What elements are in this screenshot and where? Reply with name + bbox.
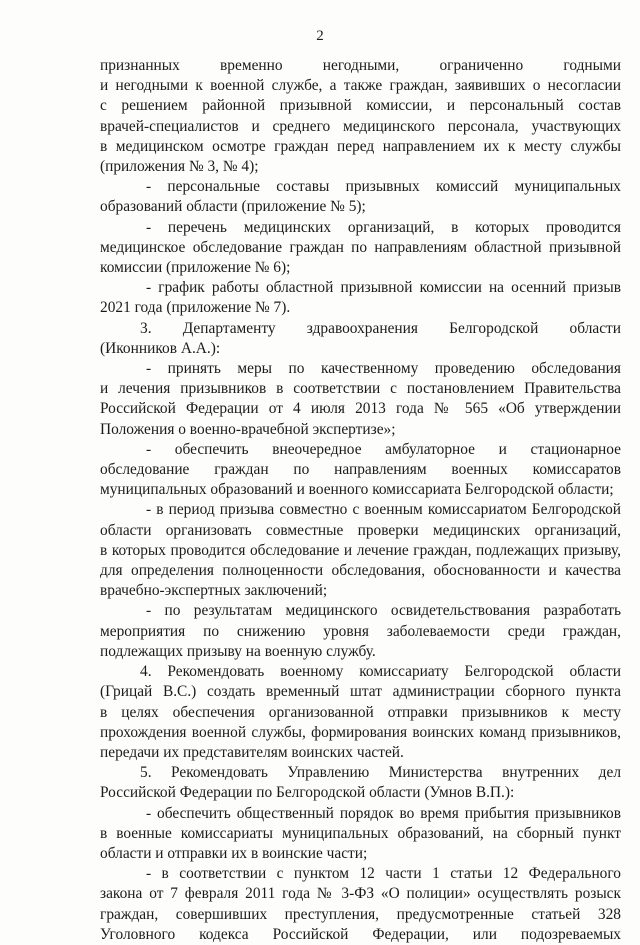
text-line: комиссии (приложение № 6); (100, 259, 291, 277)
text-line: - перечень медицинских организаций, в которых проводится (146, 218, 621, 236)
text-line: Положения о военно-врачебной экспертизе»; (100, 420, 396, 438)
text-line: (Иконников А.А.): (100, 339, 221, 357)
text-line: медицинское обследование граждан по направлениям областной призывной (100, 238, 621, 256)
text-line: в военные комиссариаты муниципальных образований, на сборный пункт (100, 824, 621, 842)
text-line: - по результатам медицинского освидетельствования разработать (146, 602, 621, 620)
text-line: подлежащих призыву на военную службу. (100, 642, 376, 660)
text-line: признанных временно негодными, ограниченно годными (100, 57, 621, 74)
text-line: 4. Рекомендовать военному комиссариату Белгородской области (140, 663, 621, 681)
text-line: передачи их представителям воинских частей. (100, 743, 404, 761)
text-line: образований области (приложение № 5); (100, 198, 366, 216)
text-line: - график работы областной призывной комиссии на осенний призыв (146, 279, 621, 297)
text-line: врачей-специалистов и среднего медицинского персонала, участвующих (100, 117, 621, 135)
text-line: с решением районной призывной комиссии, и персональный состав (100, 97, 621, 115)
text-line: в целях обеспечения организованной отправки призывников к месту (100, 703, 621, 721)
text-line: (Грицай В.С.) создать временный штат администрации сборного пункта (100, 683, 621, 701)
text-line: мероприятия по снижению уровня заболеваемости среди граждан, (100, 622, 621, 640)
text-line: обследование граждан по направлениям военных комиссаратов (100, 461, 621, 479)
text-line: области и отправки их в воинские части; (100, 844, 368, 862)
text-line: в которых проводится обследование и лечение граждан, подлежащих призыву, (100, 541, 621, 559)
text-line: для определения полноценности обследования, обоснованности и качества (100, 562, 621, 580)
text-line: - в соответствии с пунктом 12 части 1 статьи 12 Федерального (146, 865, 621, 883)
text-line: - персональные составы призывных комиссий муниципальных (146, 178, 621, 196)
document-body (100, 56, 621, 945)
text-line: - в период призыва совместно с военным комиссариатом Белгородской (146, 501, 621, 519)
text-line: прохождения военной службы, формирования воинских команд призывников, (100, 723, 621, 741)
text-line: и негодными к военной службе, а также граждан, заявивших о несогласии (100, 77, 621, 95)
page-number: 2 (316, 28, 324, 44)
text-line: - принять меры по качественному проведению обследования (146, 360, 621, 378)
text-line: - обеспечить внеочередное амбулаторное и стационарное (146, 440, 621, 458)
text-line: Российской Федерации по Белгородской области (Умнов В.П.): (100, 784, 515, 802)
text-line: Уголовного кодекса Российской Федерации, или подозреваемых (100, 925, 621, 943)
text-line: 2021 года (приложение № 7). (100, 299, 291, 317)
text-line: области организовать совместные проверки медицинских организаций, (100, 521, 621, 539)
text-line: врачебно-экспертных заключений; (100, 582, 328, 600)
text-line: 5. Рекомендовать Управлению Министерства внутренних дел (140, 764, 621, 782)
text-line: 3. Департаменту здравоохранения Белгородской области (140, 319, 621, 337)
text-line: Российской Федерации от 4 июля 2013 года № 565 «Об утверждении (100, 400, 621, 418)
text-line: закона от 7 февраля 2011 года № 3-ФЗ «О полиции» осуществлять розыск (100, 885, 621, 903)
text-line: - обеспечить общественный порядок во время прибытия призывников (146, 804, 621, 822)
text-line: в медицинском осмотре граждан перед направлением их к месту службы (100, 137, 621, 155)
text-line: и лечения призывников в соответствии с постановлением Правительства (100, 380, 621, 398)
text-line: (приложения № 3, № 4); (100, 158, 259, 176)
text-line: граждан, совершивших преступления, предусмотренные статьей 328 (100, 905, 621, 923)
text-line: муниципальных образований и военного комиссариата Белгородской области; (100, 481, 614, 499)
